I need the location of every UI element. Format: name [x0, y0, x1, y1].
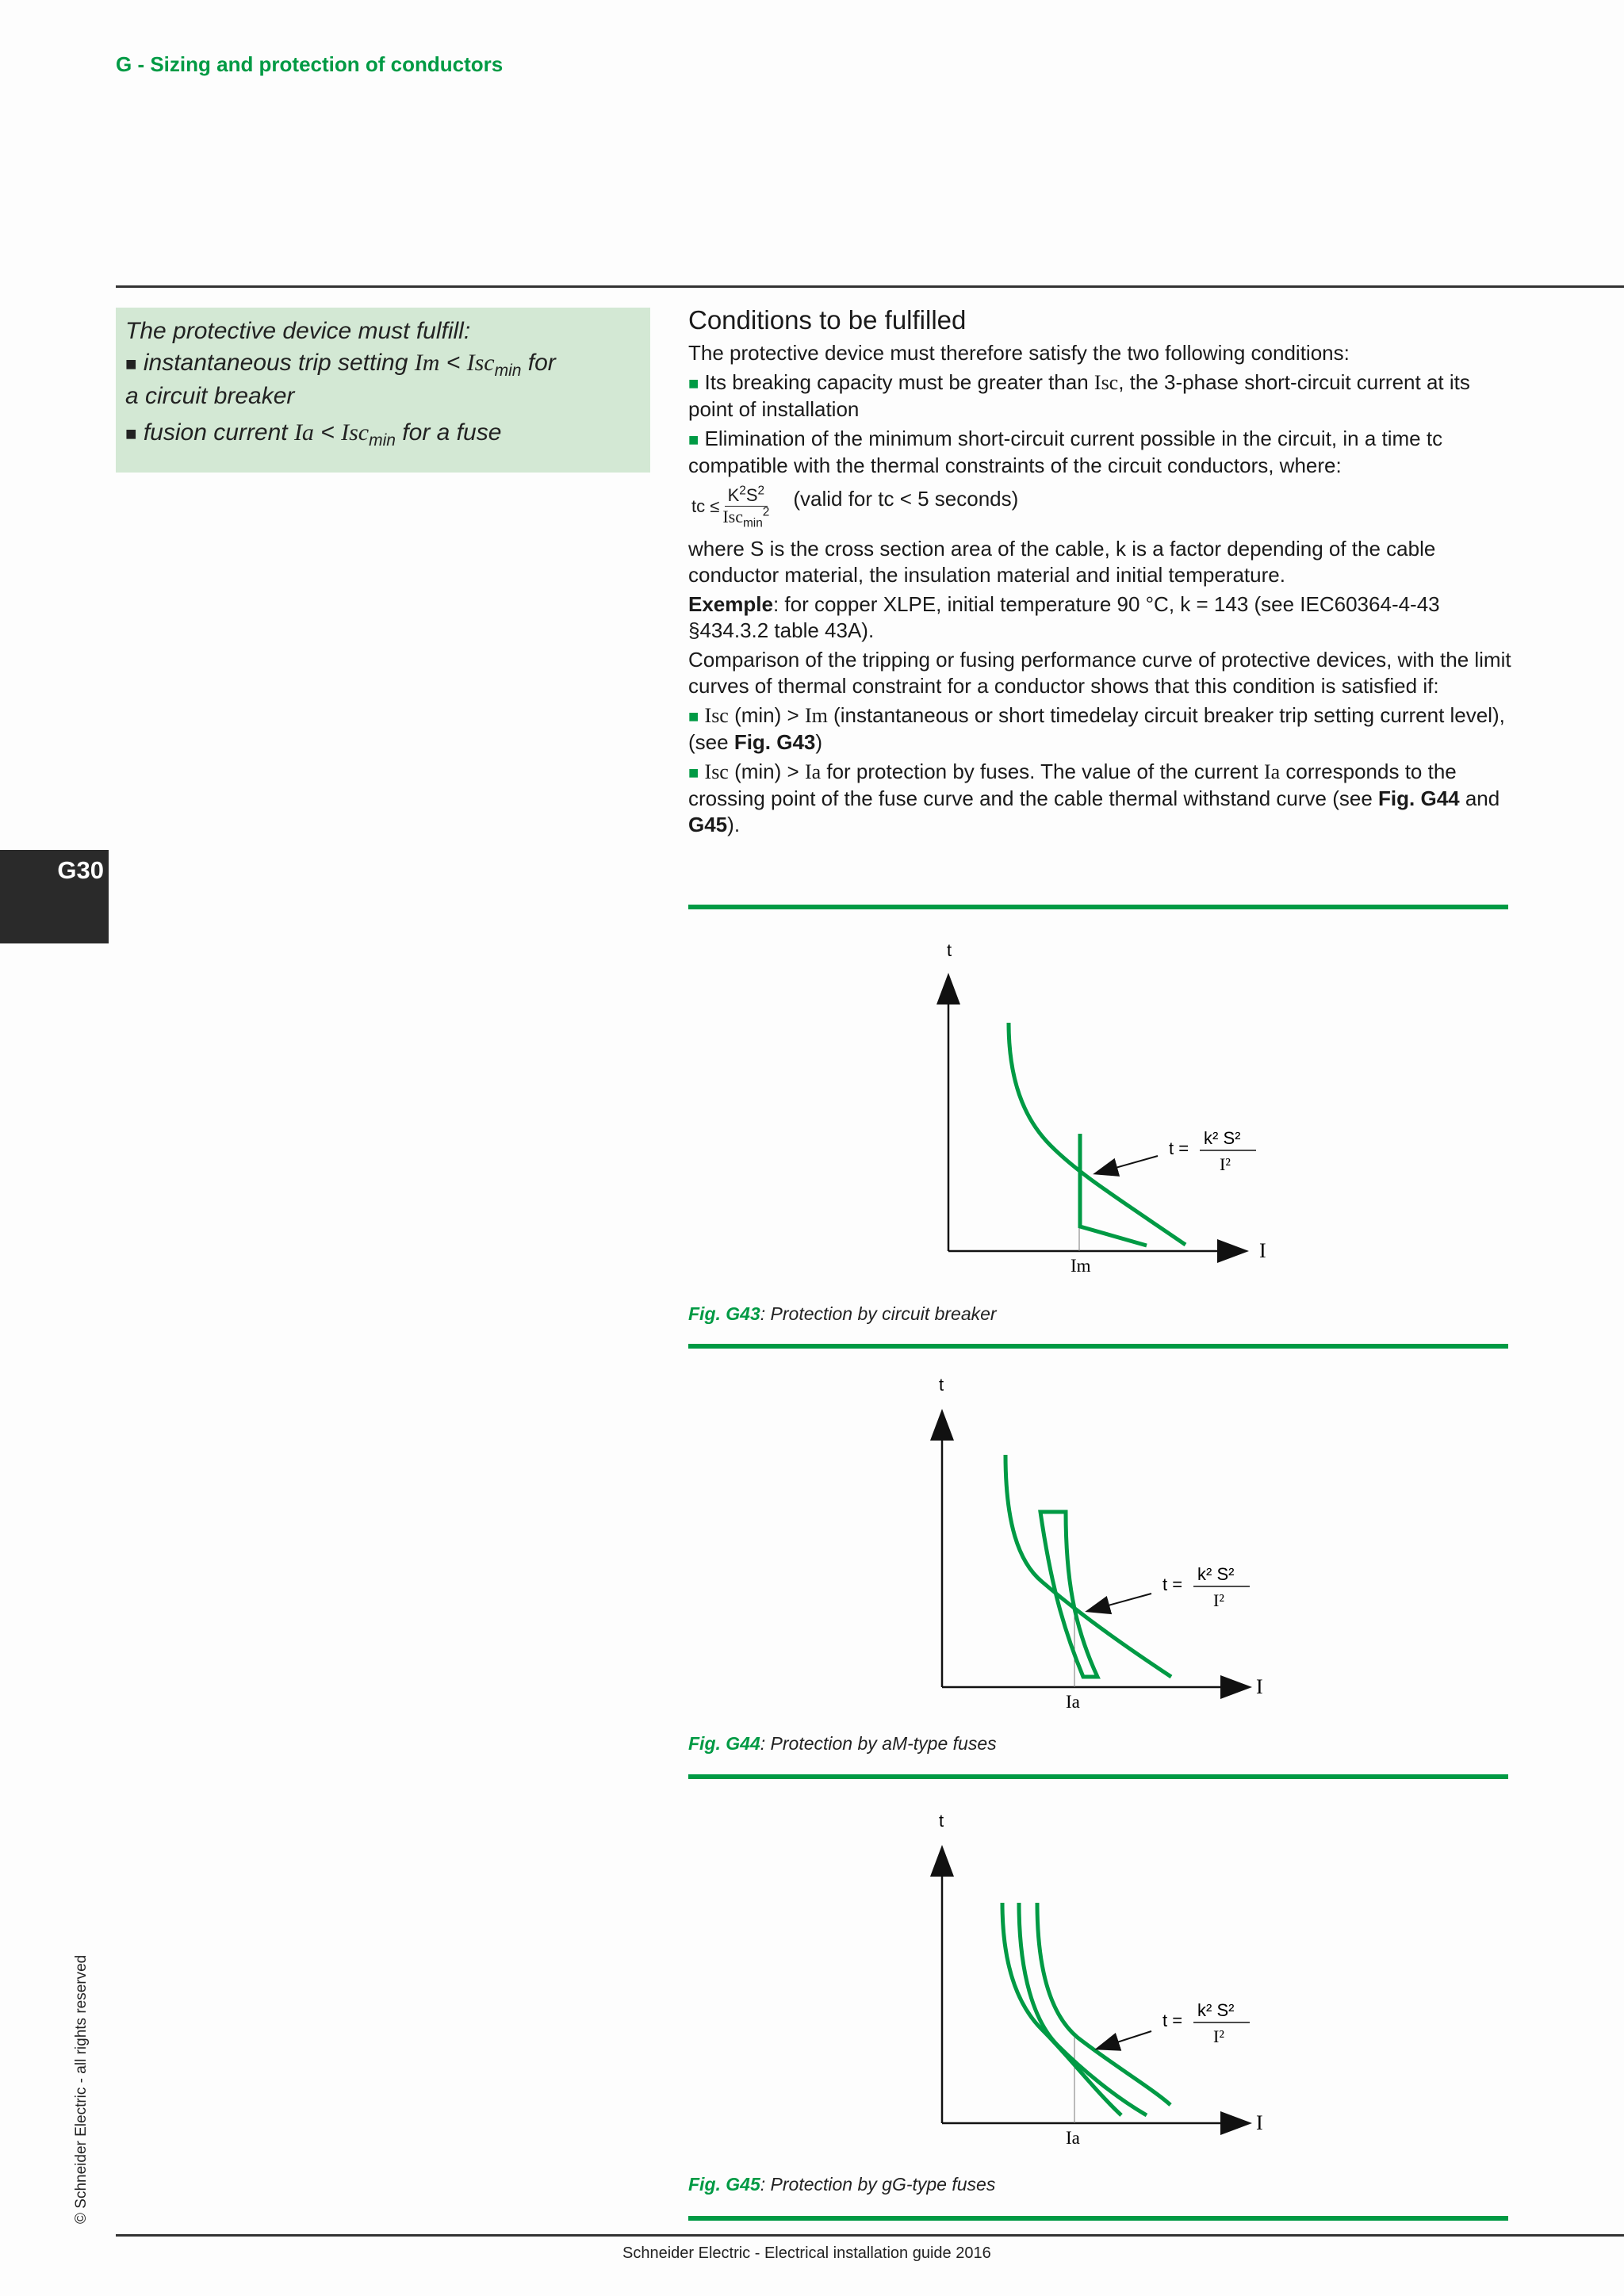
equation-lhs: t = [1162, 2011, 1183, 2030]
am-fuse-band [1040, 1512, 1097, 1677]
cable-thermal-curve [1037, 1903, 1170, 2105]
cable-thermal-curve [1005, 1455, 1171, 1677]
section-heading: Conditions to be fulfilled [688, 305, 967, 335]
i-axis-label: I [1256, 2111, 1263, 2134]
bullet-fuse-condition: ■ Isc (min) > Ia for protection by fuses. The value of the current Ia corresponds to the crossing point of the fuse curve and the cable thermal withstand curve (see Fig. G44 and G45). [688, 760, 1500, 836]
pointer-arrow [1088, 1594, 1151, 1611]
i-axis-label: I [1259, 1239, 1266, 1262]
bullet-elimination: ■ Elimination of the minimum short-circuit current possible in the circuit, in a time tc compatible with the thermal constraints of the circuit conductors, where: [688, 427, 1443, 477]
ia-marker-label: Ia [1066, 2128, 1080, 2148]
paragraph-definitions: where S is the cross section area of the cable, k is a factor depending of the cable conductor material, the insulation material and initial temperature. [688, 537, 1436, 587]
bottom-divider [116, 2234, 1624, 2237]
equation-numerator: k² S² [1197, 1564, 1235, 1584]
summary-bullet-2: ■ fusion current Ia < Isc$_{min}$ for a fuse [125, 419, 502, 450]
figure-g45-diagram [907, 1808, 1272, 2156]
im-marker-label: Im [1071, 1256, 1091, 1276]
ia-marker-label: Ia [1066, 1692, 1080, 1712]
figure-divider [688, 905, 1508, 909]
bullet-square-icon: ■ [688, 430, 699, 450]
equation-numerator: k² S² [1197, 2000, 1235, 2020]
i-axis-label: I [1256, 1675, 1263, 1698]
paragraph-intro: The protective device must therefore satisfy the two following conditions: [688, 341, 1350, 365]
bullet-circuit-breaker-condition: ■ Isc (min) > Im (instantaneous or short timedelay circuit breaker trip setting current level), (see Fig. G43) [688, 703, 1505, 754]
equation-denominator: I² [1213, 1590, 1224, 1610]
bullet-breaking-capacity: ■ Its breaking capacity must be greater than Isc, the 3-phase short-circuit current at its point of installation [688, 370, 1470, 421]
summary-box [116, 308, 650, 473]
equation-denominator: I² [1220, 1154, 1231, 1174]
main-text [688, 304, 1513, 841]
equation-lhs: t = [1162, 1575, 1183, 1594]
figure-g43-caption: Fig. G43: Protection by circuit breaker [688, 1303, 997, 1324]
summary-bullet-1: ■ instantaneous trip setting Im < Isc$_{min}$ for a circuit breaker [125, 350, 556, 409]
t-axis-label: t [939, 1811, 944, 1831]
bullet-square-icon: ■ [688, 706, 699, 726]
equation-denominator: I² [1213, 2026, 1224, 2046]
formula-fraction: $\frac{K^2S^2}{Isc_{min}^2}$ [722, 484, 770, 530]
figure-divider [688, 2216, 1508, 2221]
page-header-title: G - Sizing and protection of conductors [116, 52, 504, 76]
figure-g43-diagram [912, 936, 1277, 1284]
t-axis-label: t [939, 1375, 944, 1395]
pointer-arrow [1097, 2031, 1151, 2049]
breaker-trip-curve [1080, 1134, 1147, 1246]
tc-formula: tc ≤ $\frac{K^2S^2}{Isc_{min}^2}$ (valid for tc < 5 seconds) [691, 484, 1019, 530]
equation-lhs: t = [1169, 1138, 1189, 1158]
paragraph-example: Exemple: for copper XLPE, initial temperature 90 °C, k = 143 (see IEC60364-4-43 §434.3.2 table 43A). [688, 592, 1440, 642]
figure-divider [688, 1774, 1508, 1779]
page-number-tab [0, 850, 109, 943]
figure-g44-caption: Fig. G44: Protection by aM-type fuses [688, 1733, 997, 1754]
bullet-square-icon: ■ [125, 354, 137, 375]
paragraph-comparison: Comparison of the tripping or fusing performance curve of protective devices, with the limit curves of thermal constraint for a conductor shows that this condition is satisfied if: [688, 648, 1511, 698]
top-divider [116, 285, 1624, 288]
bullet-square-icon: ■ [688, 763, 699, 783]
pointer-arrow [1096, 1156, 1158, 1173]
equation-numerator: k² S² [1204, 1128, 1241, 1148]
copyright-notice: © Schneider Electric - all rights reserved [73, 1954, 90, 2224]
figure-g44-diagram [907, 1372, 1272, 1720]
page-footer: Schneider Electric - Electrical installation guide 2016 [622, 2244, 991, 2262]
page-number: G30 [57, 856, 104, 884]
t-axis-label: t [947, 940, 952, 960]
figure-g45-caption: Fig. G45: Protection by gG-type fuses [688, 2174, 996, 2195]
bullet-square-icon: ■ [125, 423, 137, 445]
cable-thermal-curve [1009, 1023, 1185, 1245]
figure-divider [688, 1344, 1508, 1349]
summary-intro: The protective device must fulfill: [125, 318, 471, 344]
bullet-square-icon: ■ [688, 373, 699, 393]
